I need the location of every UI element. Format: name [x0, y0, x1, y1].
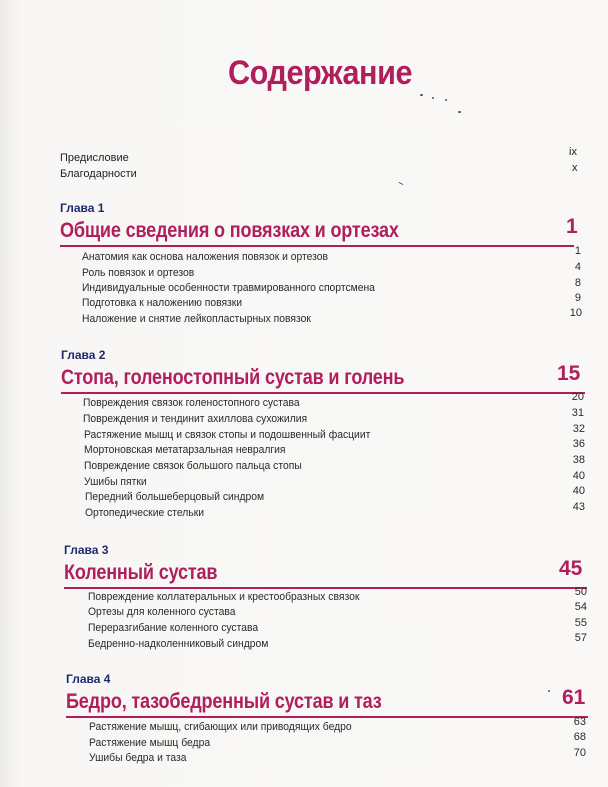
- scan-speck: [432, 97, 434, 99]
- scan-speck: [420, 94, 423, 96]
- toc-entry: Ортезы для коленного сустава: [88, 606, 236, 618]
- chapter-page: 61: [562, 686, 586, 709]
- toc-entry-page: 38: [572, 454, 585, 466]
- toc-entry-page: 10: [569, 307, 582, 319]
- chapter-title: Коленный сустав: [64, 561, 218, 584]
- toc-entry-page: 8: [574, 277, 581, 289]
- toc-entry: Анатомия как основа наложения повязок и ортезов: [82, 251, 329, 263]
- chapter-page: 15: [557, 362, 581, 385]
- toc-entry: Мортоновская метатарзальная невралгия: [84, 444, 286, 456]
- chapter-label: Глава 2: [61, 348, 106, 362]
- chapter-rule: [64, 587, 587, 589]
- chapter-rule: [61, 392, 585, 394]
- chapter-label: Глава 1: [60, 201, 105, 215]
- chapter-label: Глава 4: [66, 672, 111, 686]
- toc-entry-page: 50: [574, 586, 587, 598]
- toc-entry: Роль повязок и ортезов: [82, 267, 195, 279]
- scan-speck: [445, 99, 447, 101]
- toc-entry-page: 40: [572, 470, 585, 482]
- front-matter-page: ix: [569, 146, 577, 158]
- toc-entry: Растяжение мышц, сгибающих или приводящих бедро: [89, 721, 352, 733]
- toc-entry: Повреждение коллатеральных и крестообразных связок: [88, 591, 360, 603]
- toc-entry: Передний большеберцовый синдром: [85, 491, 265, 503]
- toc-entry: Переразгибание коленного сустава: [88, 622, 259, 634]
- toc-entry-page: 4: [574, 261, 581, 273]
- front-matter-label: Благодарности: [60, 168, 137, 180]
- chapter-title: Стопа, голеностопный сустав и голень: [61, 366, 405, 389]
- toc-entry-page: 20: [571, 391, 584, 403]
- toc-entry-page: 1: [574, 245, 581, 257]
- toc-entry-page: 68: [573, 731, 586, 743]
- toc-entry: Повреждение связок большого пальца стопы: [84, 460, 302, 472]
- toc-entry: Индивидуальные особенности травмированного спортсмена: [82, 282, 375, 294]
- chapter-title: Общие сведения о повязках и ортезах: [60, 219, 399, 242]
- toc-entry-page: 36: [572, 438, 585, 450]
- toc-entry-page: 40: [572, 485, 585, 497]
- toc-entry-page: 55: [574, 617, 587, 629]
- toc-entry: Повреждения связок голеностопного сустава: [83, 397, 300, 409]
- toc-entry-page: 32: [572, 423, 585, 435]
- toc-entry-page: 70: [573, 747, 586, 759]
- chapter-label: Глава 3: [64, 543, 109, 557]
- toc-entry: Ортопедические стельки: [85, 507, 205, 519]
- page-title: Содержание: [228, 54, 413, 92]
- toc-entry: Ушибы бедра и таза: [89, 752, 187, 764]
- scan-speck: [548, 690, 550, 692]
- toc-entry-page: 54: [574, 601, 587, 613]
- front-matter-page: x: [572, 162, 578, 174]
- scan-speck: [398, 182, 404, 186]
- toc-entry-page: 63: [573, 716, 586, 728]
- toc-entry-page: 31: [571, 407, 584, 419]
- toc-entry: Растяжение мышц бедра: [89, 737, 211, 749]
- toc-entry: Наложение и снятие лейкопластырных повязок: [82, 313, 311, 325]
- scan-speck: [458, 111, 461, 113]
- toc-entry: Повреждения и тендинит ахиллова сухожилия: [83, 413, 308, 425]
- chapter-title: Бедро, тазобедренный сустав и таз: [66, 690, 382, 713]
- toc-entry-page: 57: [574, 632, 587, 644]
- front-matter-label: Предисловие: [60, 152, 129, 164]
- toc-entry: Растяжение мышц и связок стопы и подошвенный фасциит: [84, 429, 371, 441]
- toc-entry-page: 9: [574, 292, 581, 304]
- chapter-rule: [60, 245, 574, 247]
- toc-entry: Ушибы пятки: [84, 476, 147, 488]
- toc-entry: Подготовка к наложению повязки: [82, 297, 243, 309]
- toc-entry-page: 43: [572, 501, 585, 513]
- chapter-page: 1: [566, 215, 578, 238]
- toc-entry: Бедренно-надколенниковый синдром: [88, 638, 269, 650]
- chapter-page: 45: [559, 557, 583, 580]
- chapter-rule: [66, 716, 588, 718]
